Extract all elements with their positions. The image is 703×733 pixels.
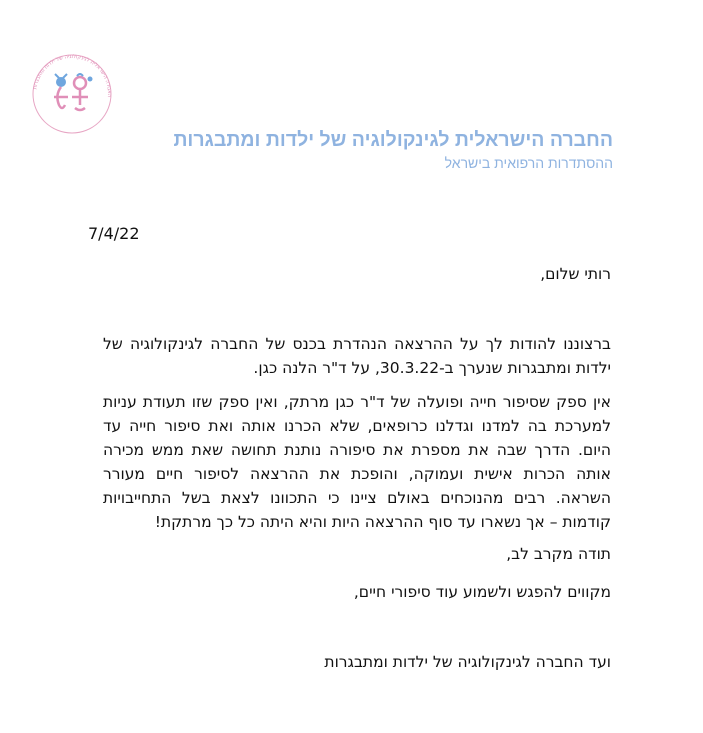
- letter-closing: מקווים להפגש ולשמוע עוד סיפורי חיים,: [353, 583, 611, 601]
- children-figures-icon: [54, 74, 93, 110]
- letter-date: 7/4/22: [88, 224, 140, 243]
- letter-thanks: תודה מקרב לב,: [506, 545, 611, 563]
- svg-text:האגודה הישראלית לגינקולוגיה של: האגודה הישראלית לגינקולוגיה של ילדות ומתבגרות: [32, 53, 113, 98]
- paragraph-text: ברצוננו להודות לך על ההרצאה הנהדרת בכנס של החברה לגינקולוגיה של ילדות ומתבגרות שנערך ב-30.3.22, על ד"ר הלנה כגן.: [103, 335, 611, 377]
- letter-greeting: רותי שלום,: [540, 265, 611, 283]
- letterhead: [173, 128, 613, 172]
- letter-paragraph-1: [103, 332, 611, 380]
- letter-signature: ועד החברה לגינקולוגיה של ילדות ומתבגרות: [324, 653, 611, 671]
- paragraph-text: אין ספק שסיפור חייה ופועלה של ד"ר כגן מרתק, ואין ספק שזו תעודת עניות למערכת בה למדנו וגדלנו כרופאים, שלא הכרנו אותה ואת סיפור חייה עד היום. הדרך שבה את מספרת את סיפורה נותנת תחושה שאת ממש מכירה אותה הכרות אישית ועמוקה, והופכת את ההרצאה לסיפור חיים מעורר השראה. רבים מהנוכחים באולם ציינו כי התכוונו לצאת בשל התחייבויות קודמות – אך נשארו עד סוף ההרצאה היות והיא היתה כל כך מרתקת!: [103, 393, 611, 531]
- letter-paragraph-2: [103, 390, 611, 534]
- organization-title: החברה הישראלית לגינקולוגיה של ילדות ומתבגרות: [173, 129, 613, 151]
- society-logo: [30, 52, 114, 136]
- organization-subtitle: ההסתדרות הרפואית בישראל: [444, 155, 613, 171]
